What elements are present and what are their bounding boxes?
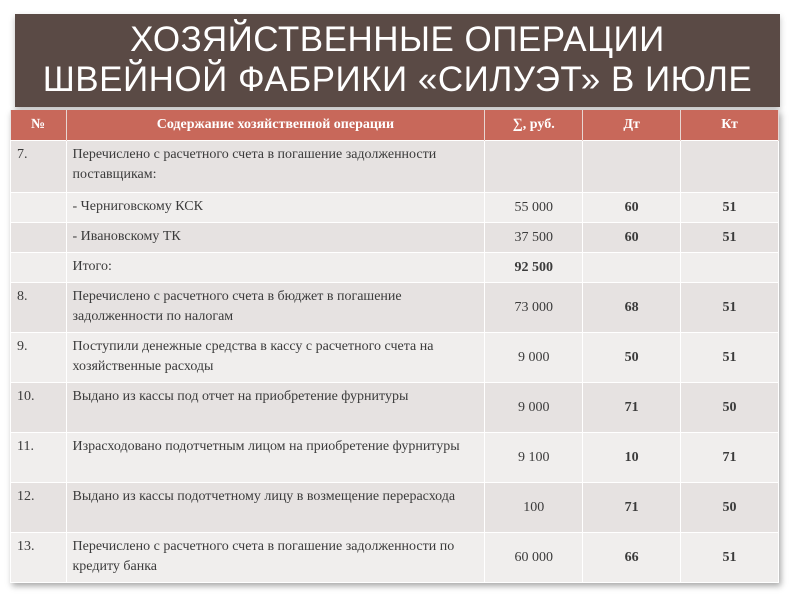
cell-number: 9.: [11, 333, 67, 383]
table-header-row: [11, 110, 779, 141]
header-credit: Кт: [681, 110, 779, 141]
cell-description: Перечислено с расчетного счета в погашение задолженности поставщикам:: [66, 141, 485, 193]
operations-table-container: [10, 110, 779, 583]
cell-description: - Ивановскому ТК: [66, 223, 485, 253]
cell-sum: 60 000: [485, 533, 583, 583]
cell-number: 13.: [11, 533, 67, 583]
table-row: [11, 253, 779, 283]
header-number: №: [11, 110, 67, 141]
cell-sum: [485, 141, 583, 193]
cell-debit: 60: [583, 193, 681, 223]
title-line-2: ШВЕЙНОЙ ФАБРИКИ «СИЛУЭТ» В ИЮЛЕ: [42, 60, 753, 99]
table-row: [11, 333, 779, 383]
cell-number: 11.: [11, 433, 67, 483]
cell-credit: 51: [681, 193, 779, 223]
cell-debit: 68: [583, 283, 681, 333]
header-debit: Дт: [583, 110, 681, 141]
cell-description: Выдано из кассы подотчетному лицу в возмещение перерасхода: [66, 483, 485, 533]
cell-credit: [681, 141, 779, 193]
cell-description: Выдано из кассы под отчет на приобретение фурнитуры: [66, 383, 485, 433]
cell-number: 8.: [11, 283, 67, 333]
cell-sum: 55 000: [485, 193, 583, 223]
cell-sum: 100: [485, 483, 583, 533]
cell-credit: 51: [681, 283, 779, 333]
cell-credit: 51: [681, 533, 779, 583]
table-row: [11, 483, 779, 533]
cell-sum-total: 92 500: [485, 253, 583, 283]
operations-table: [10, 110, 779, 583]
cell-debit: 66: [583, 533, 681, 583]
cell-credit: 50: [681, 383, 779, 433]
cell-debit: [583, 253, 681, 283]
table-row: [11, 383, 779, 433]
table-row: [11, 533, 779, 583]
cell-credit: 71: [681, 433, 779, 483]
header-sum: ∑, руб.: [485, 110, 583, 141]
cell-number: 10.: [11, 383, 67, 433]
cell-description: Итого:: [66, 253, 485, 283]
cell-credit: 50: [681, 483, 779, 533]
cell-debit: 60: [583, 223, 681, 253]
cell-sum: 73 000: [485, 283, 583, 333]
cell-debit: 71: [583, 483, 681, 533]
cell-sum: 9 000: [485, 383, 583, 433]
cell-sum: 9 000: [485, 333, 583, 383]
cell-sum: 9 100: [485, 433, 583, 483]
cell-number: [11, 193, 67, 223]
cell-number: 7.: [11, 141, 67, 193]
cell-description: Поступили денежные средства в кассу с расчетного счета на хозяйственные расходы: [66, 333, 485, 383]
cell-description: Перечислено с расчетного счета в бюджет в погашение задолженности по налогам: [66, 283, 485, 333]
cell-debit: 71: [583, 383, 681, 433]
table-row: [11, 223, 779, 253]
cell-description: Израсходовано подотчетным лицом на приобретение фурнитуры: [66, 433, 485, 483]
header-description: Содержание хозяйственной операции: [66, 110, 485, 141]
cell-number: [11, 223, 67, 253]
table-row: [11, 283, 779, 333]
cell-credit: 51: [681, 333, 779, 383]
cell-number: 12.: [11, 483, 67, 533]
cell-description: Перечислено с расчетного счета в погашение задолженности по кредиту банка: [66, 533, 485, 583]
cell-sum: 37 500: [485, 223, 583, 253]
table-row: [11, 433, 779, 483]
cell-credit: 51: [681, 223, 779, 253]
cell-credit: [681, 253, 779, 283]
title-line-1: ХОЗЯЙСТВЕННЫЕ ОПЕРАЦИИ: [130, 20, 665, 59]
cell-debit: 10: [583, 433, 681, 483]
cell-number: [11, 253, 67, 283]
cell-debit: [583, 141, 681, 193]
cell-debit: 50: [583, 333, 681, 383]
cell-description: - Черниговскому КСК: [66, 193, 485, 223]
slide-title: [15, 20, 780, 100]
table-row: [11, 141, 779, 193]
table-row: [11, 193, 779, 223]
